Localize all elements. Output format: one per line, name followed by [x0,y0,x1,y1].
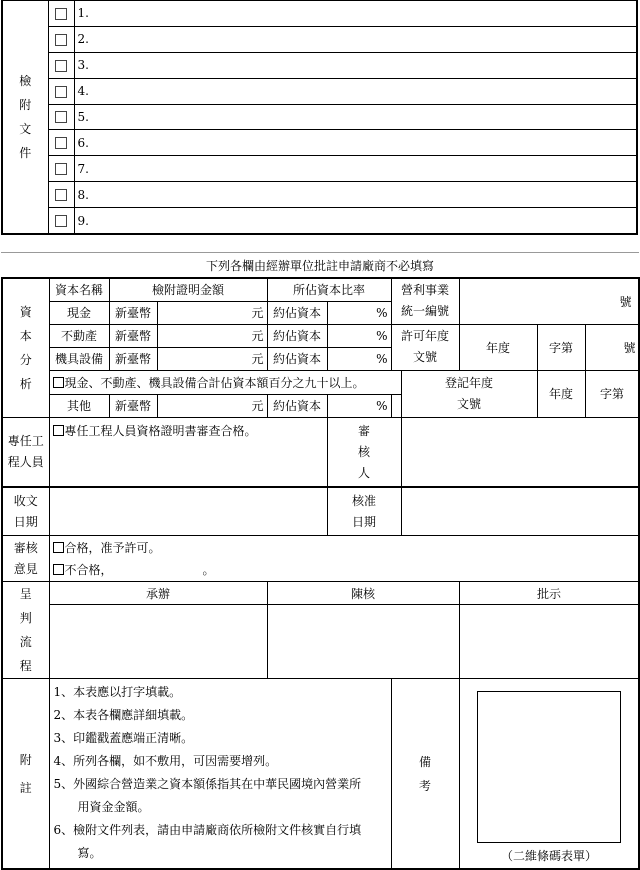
checkbox-pass[interactable] [53,542,64,553]
approve-date-value[interactable] [401,487,639,535]
flow-check-header: 陳核 [267,582,459,605]
attachment-row [2,104,637,130]
flow-label: 呈 判 流 程 [2,582,49,679]
license-label: 許可年度 文號 [391,324,459,370]
review-table [1,277,640,870]
attachment-checkbox-cell [48,208,74,235]
reviewer-value[interactable] [401,417,639,487]
row-label-equipment: 機具設備 [49,347,109,370]
approx-label: 約佔資本 [267,394,327,417]
attachment-table [1,0,638,235]
note-item: 3、印鑑戳蓋應端正清晰。 [53,731,194,746]
uniform-no-value[interactable]: 號 [459,278,639,324]
approx-label: 約佔資本 [267,347,327,370]
attachment-item[interactable]: 6. [74,130,637,156]
attachment-item[interactable]: 4. [74,78,637,104]
receipt-date-value[interactable] [49,487,327,535]
realestate-percent[interactable]: % [327,324,391,347]
note-item: 6、檢附文件列表，請由申請廠商依所檢附文件核實自行填 [53,823,362,838]
opinion-label: 審核 意見 [2,536,49,582]
attachment-checkbox-cell [48,1,74,27]
remark-label: 備 考 [391,679,459,869]
registration-zi[interactable]: 字第 [585,370,639,417]
other-percent[interactable]: % [327,394,391,417]
attachment-item[interactable]: 2. [74,26,637,52]
barcode-frame [477,691,621,843]
row-label-cash: 現金 [49,301,109,324]
license-zi[interactable]: 字第 [537,324,585,370]
header-capital-name: 資本名稱 [49,278,109,301]
note-item: 寫。 [53,846,102,861]
opinion-pass[interactable]: 合格，准予許可。 [53,537,636,559]
flow-handle-header: 承辦 [49,582,267,605]
attachment-checkbox[interactable] [55,60,67,72]
note-item: 5、外國綜合營造業之資本額係指其在中華民國境內營業所 [53,777,362,792]
attachment-checkbox-cell [48,52,74,78]
attachment-item[interactable]: 8. [74,182,637,208]
section-divider [1,252,639,253]
flow-check-cell[interactable] [267,605,459,679]
attachment-row [2,182,637,208]
attachment-checkbox-cell [48,130,74,156]
license-no[interactable]: 號 [585,324,639,370]
equipment-amount[interactable]: 元 [157,347,267,370]
cash-percent[interactable]: % [327,301,391,324]
attachment-row [2,52,637,78]
attachment-row [2,208,637,235]
attachment-checkbox[interactable] [55,215,67,227]
checkbox-fail[interactable] [53,564,64,575]
notes-content [49,679,391,869]
attachment-checkbox-cell [48,26,74,52]
attachment-checkbox[interactable] [55,86,67,98]
checkbox-combined[interactable] [53,377,64,388]
attachment-row [2,130,637,156]
attachment-checkbox[interactable] [55,8,67,20]
attachment-item[interactable]: 1. [74,1,637,27]
engineer-label: 專任工 程人員 [2,417,49,487]
attachment-checkbox[interactable] [55,189,67,201]
attachment-checkbox-cell [48,78,74,104]
opinion-fail[interactable]: 不合格， 。 [53,559,636,581]
flow-instruct-header: 批示 [459,582,639,605]
approve-date-label: 核准 日期 [327,487,401,535]
other-amount[interactable]: 元 [157,394,267,417]
currency-label: 新臺幣 [109,347,157,370]
opinion-value [49,536,639,582]
header-proof-amount: 檢附證明金額 [109,278,267,301]
realestate-amount[interactable]: 元 [157,324,267,347]
engineer-check[interactable]: 專任工程人員資格證明書審查合格。 [49,417,327,487]
header-capital-ratio: 所佔資本比率 [267,278,391,301]
attachment-checkbox[interactable] [55,34,67,46]
combined-check[interactable]: 現金、不動產、機具設備合計佔資本額百分之九十以上。 [49,370,401,394]
registration-year[interactable]: 年度 [537,370,585,417]
flow-instruct-cell[interactable] [459,605,639,679]
equipment-percent[interactable]: % [327,347,391,370]
notes-label: 附 註 [2,679,49,869]
attachment-checkbox-cell [48,104,74,130]
attachment-row [2,26,637,52]
uniform-no-label: 營利事業 統一編號 [391,278,459,324]
barcode-label: （二維條碼表單） [501,849,598,863]
receipt-date-label: 收文 日期 [2,487,49,535]
attachment-checkbox-cell [48,156,74,182]
currency-label: 新臺幣 [109,394,157,417]
attachment-item[interactable]: 3. [74,52,637,78]
approx-label: 約佔資本 [267,324,327,347]
capital-section-label: 資 本 分 析 [2,278,49,417]
attachment-checkbox-cell [48,182,74,208]
row-label-realestate: 不動產 [49,324,109,347]
note-item: 2、本表各欄應詳細填載。 [53,708,194,723]
cash-amount[interactable]: 元 [157,301,267,324]
attachment-checkbox[interactable] [55,137,67,149]
flow-handle-cell[interactable] [49,605,267,679]
note-item: 1、本表應以打字填載。 [53,685,182,700]
license-year[interactable]: 年度 [459,324,537,370]
currency-label: 新臺幣 [109,324,157,347]
attachment-section-label: 檢 附 文 件 [2,1,48,235]
attachment-row [2,78,637,104]
row-label-other: 其他 [49,394,109,417]
barcode-cell [459,679,639,869]
attachment-item[interactable]: 9. [74,208,637,235]
attachment-checkbox[interactable] [55,163,67,175]
office-use-notice: 下列各欄由經辦單位批註申請廠商不必填寫 [205,259,434,273]
note-item: 用資金金額。 [53,800,150,815]
notes-list [54,681,387,865]
note-item: 4、所列各欄，如不敷用，可因需要增列。 [53,754,278,769]
attachment-item[interactable]: 5. [74,104,637,130]
currency-label: 新臺幣 [109,301,157,324]
checkbox-engineer[interactable] [53,425,64,436]
attachment-row [2,156,637,182]
registration-label: 登記年度 文號 [401,370,537,417]
attachment-item[interactable]: 7. [74,156,637,182]
approx-label: 約佔資本 [267,301,327,324]
attachment-row [2,1,637,27]
attachment-checkbox[interactable] [55,111,67,123]
reviewer-label: 審 核 人 [327,417,401,487]
